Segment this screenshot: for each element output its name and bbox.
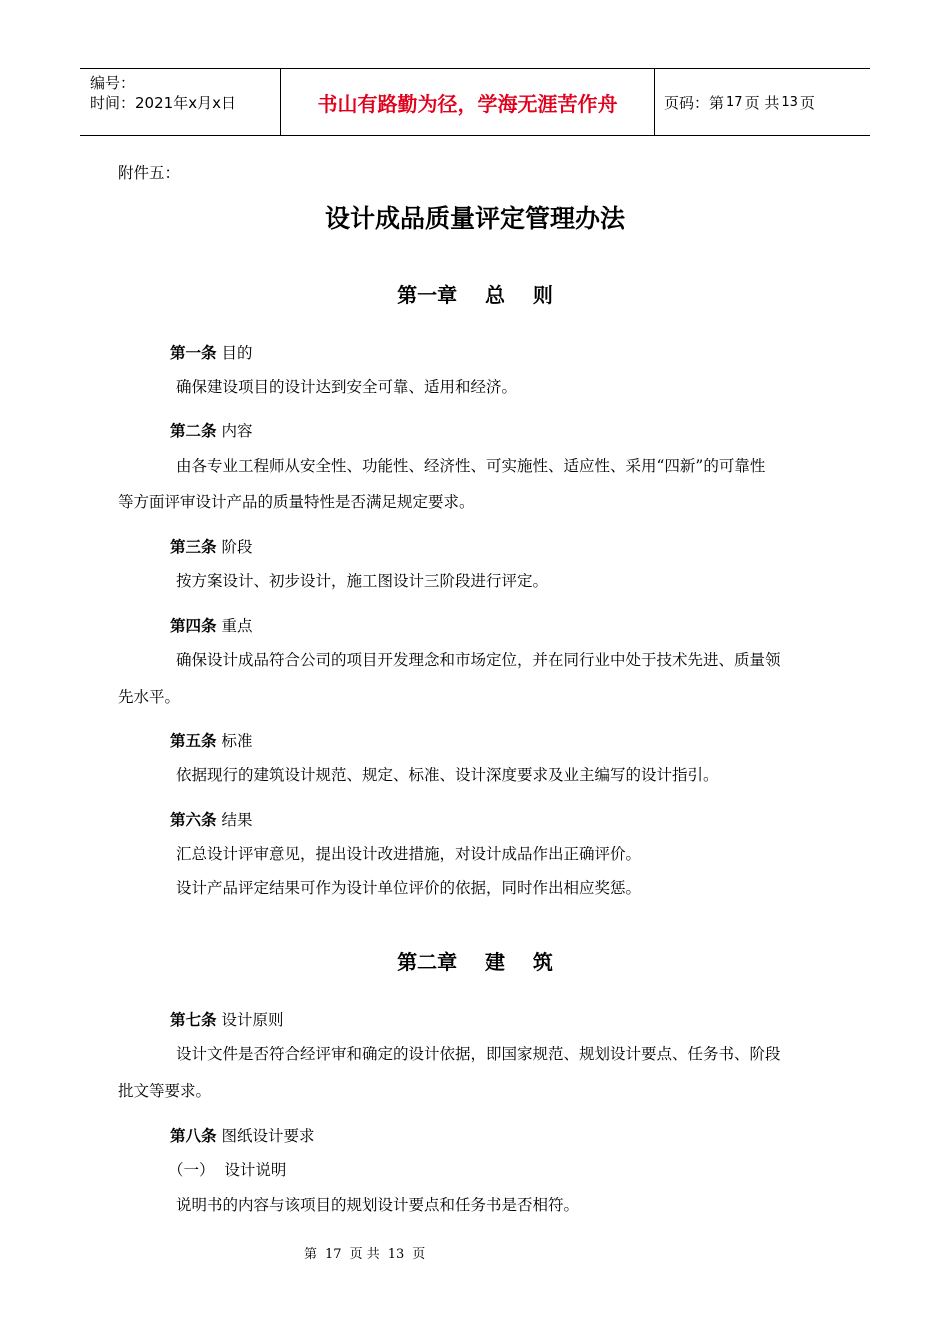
article-6-text-line2: 设计产品评定结果可作为设计单位评价的依据，同时作出相应奖惩。 [176,879,642,897]
article-1-text: 确保建设项目的设计达到安全可靠、适用和经济。 [176,378,518,396]
article-8-heading [170,1126,314,1146]
article-2-label: 第二条 [170,422,217,440]
article-8-subheading: （一） 设计说明 [168,1161,287,1179]
page-mid: 页 共 [744,93,780,112]
article-1-heading [170,343,252,363]
article-2-heading [170,421,252,441]
article-5-heading [170,731,252,751]
article-2-name: 内容 [221,422,253,440]
article-5-text: 依据现行的建筑设计规范、规定、标准、设计深度要求及业主编写的设计指引。 [176,766,719,784]
page-footer [0,1246,950,1264]
attachment-label: 附件五： [118,164,181,182]
footer-total: 13 [387,1247,405,1262]
footer-current: 17 [325,1247,342,1262]
footer-pre: 第 [304,1247,318,1262]
article-7-name: 设计原则 [221,1011,284,1029]
page-label: 页码：第 [664,93,725,112]
article-8-label: 第八条 [170,1127,217,1145]
page-total: 13 [781,94,798,110]
article-4-text-line2: 先水平。 [118,688,181,706]
article-6-name: 结果 [221,811,253,829]
article-3-label: 第三条 [170,538,217,556]
article-8-text: 说明书的内容与该项目的规划设计要点和任务书是否相符。 [176,1196,580,1214]
document-title: 设计成品质量评定管理办法 [324,204,625,233]
article-2-text-line2: 等方面评审设计产品的质量特性是否满足规定要求。 [118,493,475,511]
article-7-heading [170,1010,283,1030]
article-6-label: 第六条 [170,811,217,829]
article-4-name: 重点 [221,617,253,635]
time-value: 2021年x月x日 [135,94,236,112]
code-label: 编号： [90,74,136,92]
page-current: 17 [726,94,743,110]
article-6-text-line1: 汇总设计评审意见，提出设计改进措施，对设计成品作出正确评价。 [176,845,642,863]
time-line [90,93,280,113]
chapter-1-heading: 第一章 总 则 [397,283,553,307]
article-2-text-line1: 由各专业工程师从安全性、功能性、经济性、可实施性、适应性、采用“四新”的可靠性 [176,457,766,475]
article-7-text-line2: 批文等要求。 [118,1082,212,1100]
article-4-label: 第四条 [170,617,217,635]
article-3-text: 按方案设计、初步设计，施工图设计三阶段进行评定。 [176,572,549,590]
article-8-name: 图纸设计要求 [221,1127,315,1145]
chapter-2-heading: 第二章 建 筑 [397,950,553,974]
footer-mid: 页 共 [349,1247,380,1262]
footer-end: 页 [412,1247,426,1262]
time-label: 时间： [90,94,136,112]
article-1-label: 第一条 [170,344,217,362]
article-7-label: 第七条 [170,1011,217,1029]
article-1-name: 目的 [221,344,253,362]
article-3-name: 阶段 [221,538,253,556]
header-motto: 书山有路勤为径，学海无涯苦作舟 [281,69,655,135]
header-meta-cell [80,69,281,135]
article-3-heading [170,537,252,557]
article-6-heading [170,810,252,830]
article-7-text-line1: 设计文件是否符合经评审和确定的设计依据，即国家规范、规划设计要点、任务书、阶段 [176,1045,781,1063]
article-4-text-line1: 确保设计成品符合公司的项目开发理念和市场定位，并在同行业中处于技术先进、质量领 [176,651,781,669]
article-5-label: 第五条 [170,732,217,750]
header-page-info [655,69,870,135]
page-end: 页 [799,93,815,112]
article-4-heading [170,616,252,636]
article-5-name: 标准 [221,732,253,750]
page-header [80,68,870,136]
